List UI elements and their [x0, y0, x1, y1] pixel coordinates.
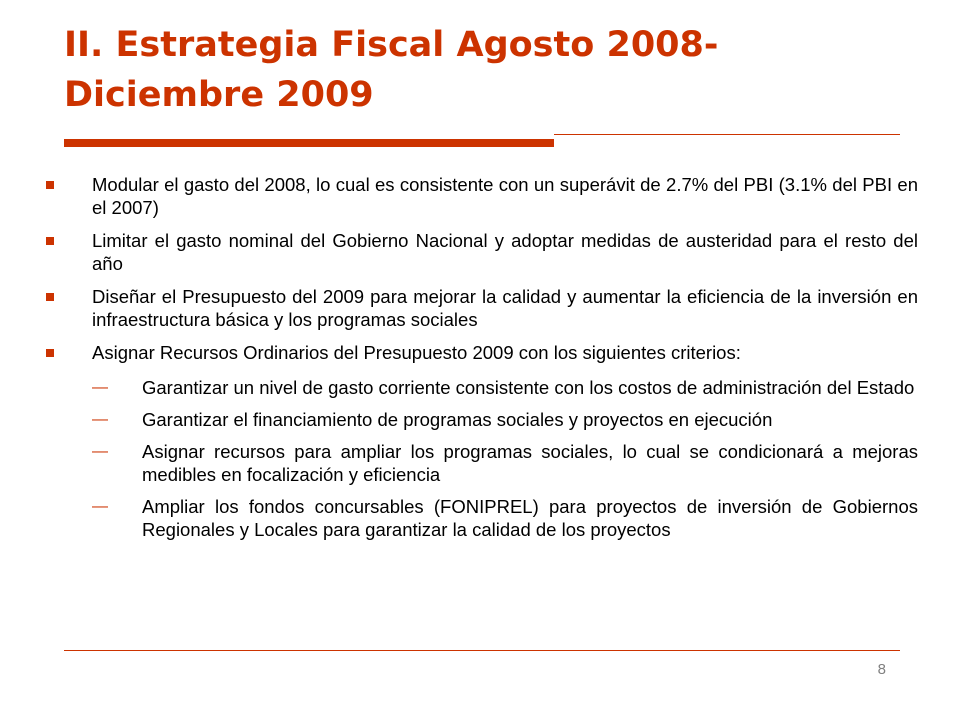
bullet-item — [72, 173, 918, 219]
bullet-item — [72, 229, 918, 275]
bullet-item — [72, 285, 918, 331]
sub-bullet-text: Ampliar los fondos concursables (FONIPREL) para proyectos de inversión de Gobiernos Regionales y Locales para garantizar la calidad de los proyectos — [142, 496, 918, 540]
sub-bullet-text: Garantizar un nivel de gasto corriente consistente con los costos de administración del Estado — [142, 377, 915, 398]
dash-bullet-icon: — — [92, 443, 108, 460]
square-bullet-icon — [46, 293, 54, 301]
square-bullet-icon — [46, 237, 54, 245]
bullet-text: Diseñar el Presupuesto del 2009 para mejorar la calidad y aumentar la eficiencia de la inversión en infraestructura básica y los programas sociales — [92, 286, 918, 330]
sub-bullet-list — [92, 376, 918, 541]
sub-bullet-item — [92, 495, 918, 541]
square-bullet-icon — [46, 181, 54, 189]
sub-bullet-text: Asignar recursos para ampliar los programas sociales, lo cual se condicionará a mejoras medibles en focalización y eficiencia — [142, 441, 918, 485]
title-underline-thick — [64, 139, 554, 147]
bullet-text: Limitar el gasto nominal del Gobierno Nacional y adoptar medidas de austeridad para el resto del año — [92, 230, 918, 274]
sub-bullet-item — [92, 376, 918, 399]
footer-divider — [64, 650, 900, 651]
slide-title: II. Estrategia Fiscal Agosto 2008- Diciembre 2009 — [64, 25, 719, 115]
dash-bullet-icon: — — [92, 498, 108, 515]
bullet-item — [72, 341, 918, 541]
title-underline-thin — [554, 134, 900, 135]
dash-bullet-icon: — — [92, 411, 108, 428]
sub-bullet-item — [92, 440, 918, 486]
sub-bullet-text: Garantizar el financiamiento de programas sociales y proyectos en ejecución — [142, 409, 773, 430]
dash-bullet-icon: — — [92, 379, 108, 396]
bullet-text: Modular el gasto del 2008, lo cual es consistente con un superávit de 2.7% del PBI (3.1% del PBI en el 2007) — [92, 174, 918, 218]
square-bullet-icon — [46, 349, 54, 357]
bullet-text: Asignar Recursos Ordinarios del Presupuesto 2009 con los siguientes criterios: — [92, 342, 741, 363]
bullet-list — [72, 173, 918, 551]
sub-bullet-item — [92, 408, 918, 431]
page-number: 8 — [877, 661, 886, 678]
